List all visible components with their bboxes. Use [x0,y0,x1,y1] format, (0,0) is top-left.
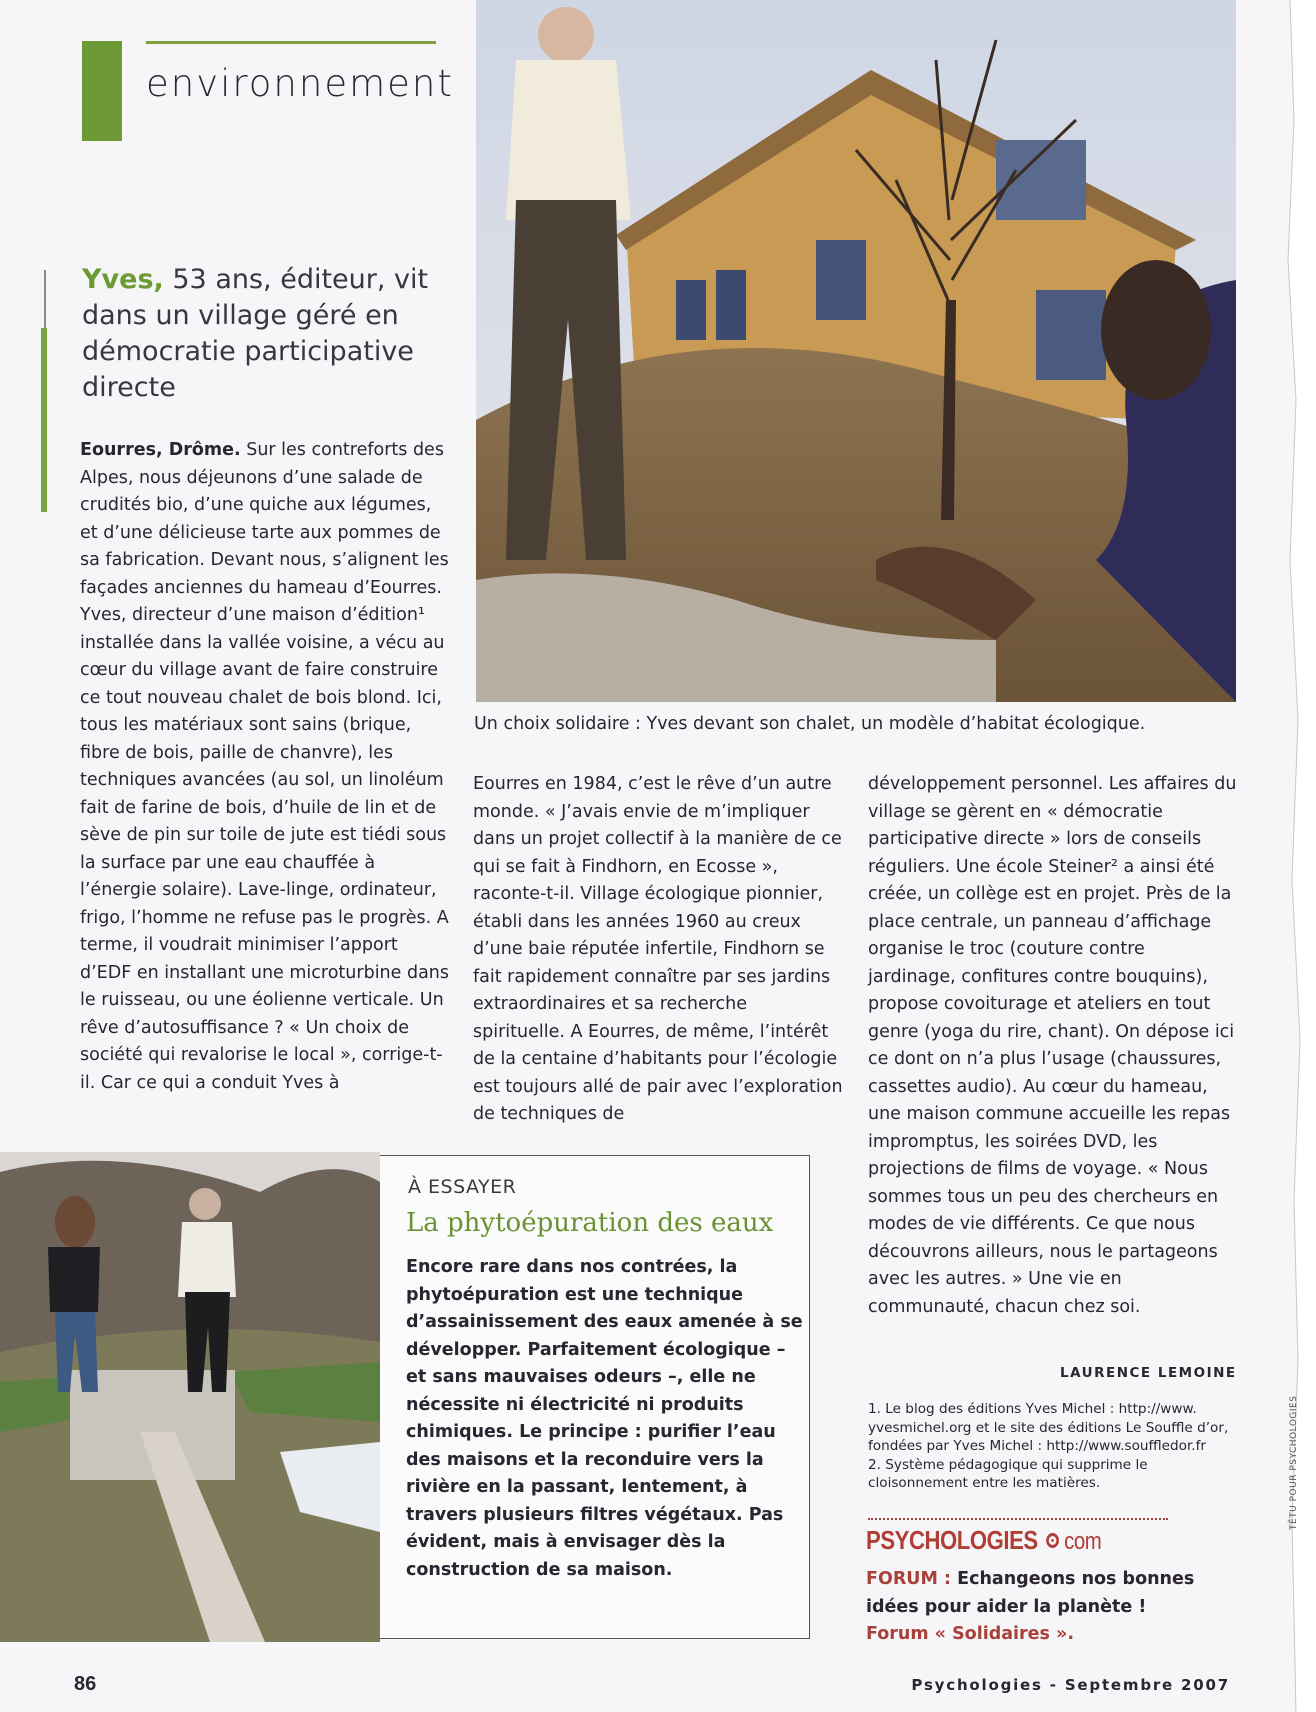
article-col2-text: Eourres en 1984, c’est le rêve d’un autre monde. « J’avais envie de m’impliquer dans un projet collectif à la manière de ce qui se fait à Findhorn, en Ecosse », raconte-t-il. Village écologique pionnier, établi dans les années 1960 au creux d’une baie réputée infertile, Findhorn se fait rapidement connaître par ses jardins extraordinaires et sa recherche spirituelle. A Eourres, de même, l’intérêt de la centaine d’habitants pour l’écologie est toujours allé de pair avec l’exploration de techniques de [473,774,843,1124]
section-rule [146,41,436,44]
chalet-photo-illustration [476,0,1236,702]
article-col3-text: développement personnel. Les affaires du village se gèrent en « démocratie participative directe » lors de conseils réguliers. Une école Steiner² a ainsi été créée, un collège est en projet. Près de la place centrale, un panneau d’affichage organise le troc (couture contre jardinage, confitures contre bouquins), propose covoiturage et ateliers en tout genre (yoga du rire, chant). On dépose ici ce dont on n’a plus l’usage (chaussures, cassettes audio). Au cœur du hameau, une maison commune accueille les repas impromptus, les soirées DVD, les projections de films de voyage. « Nous sommes tous un peu des chercheurs en modes de vie différents. Ce que nous découvrons ailleurs, nous le partageons avec les autres. » Une vie en communauté, chacun chez soi. [868,774,1237,1317]
footnote-1: 1. Le blog des éditions Yves Michel : http://www. yvesmichel.org et le site des éditions Le Souffle d’or, fondées par Yves Michel : http://www.souffledor.fr [868,1401,1229,1454]
footnotes [868,1400,1238,1493]
subtitle-name: Yves, [82,264,164,295]
tip-box-kicker: À ESSAYER [408,1176,517,1198]
page-number: 86 [74,1673,97,1695]
photo-credit: TÊTU POUR PSYCHOLOGIES [1289,1395,1299,1530]
forum-promo [866,1566,1246,1649]
photo-caption: Un choix solidaire : Yves devant son chalet, un modèle d’habitat écologique. [474,714,1146,734]
article-column-1 [80,437,450,1097]
psychologies-com-logo [866,1525,1101,1556]
tip-box-body: Encore rare dans nos contrées, la phytoépuration est une technique d’assainissement des eaux amenée à se développer. Parfaitement écologique – et sans mauvaises odeurs –, elle ne nécessite ni électricité ni produits chimiques. Le principe : purifier l’eau des maisons et la reconduire vers la rivière en la passant, lentement, à travers plusieurs filtres végétaux. Pas évident, mais à envisager dès la construction de sa maison. [406,1257,803,1580]
tip-box-title: La phytoépuration des eaux [406,1208,774,1238]
forum-text: Echangeons nos bonnes idées pour aider la planète ! [866,1569,1195,1617]
publication-line: Psychologies - Septembre 2007 [911,1676,1230,1694]
article-column-2 [473,771,843,1129]
forum-label: FORUM : [866,1569,952,1589]
subtitle-rule-green [41,328,47,512]
phytoepuration-photo [0,1152,380,1642]
article-col1-text: Sur les contreforts des Alpes, nous déjeunons d’une salade de crudités bio, d’une quiche aux légumes, et d’une délicieuse tarte aux pommes de sa fabrication. Devant nous, s’alignent les façades anciennes du hameau d’Eourres. Yves, directeur d’une maison d’édition¹ installée dans la vallée voisine, a vécu au cœur du village avant de faire construire ce tout nouveau chalet de bois blond. Ici, tous les matériaux sont sains (brique, fibre de bois, paille de chanvre), les techniques avancées (au sol, un linoléum fait de farine de bois, d’huile de lin et de sève de pin sur toile de jute est tiédi sous la surface par une eau chauffée à l’énergie solaire). Lave-linge, ordinateur, frigo, l’homme ne refuse pas le progrès. A terme, il voudrait minimiser l’apport d’EDF en installant une microturbine dans le ruisseau, ou une éolienne verticale. Un rêve d’autosuffisance ? « Un choix de société qui revalorise le local », corrige-t-il. Car ce qui a conduit Yves à [80,440,450,1093]
article-column-3 [868,771,1238,1321]
article-subtitle [82,262,442,406]
promo-dotted-rule [868,1518,1168,1522]
subtitle-text: 53 ans, éditeur, vit dans un village géré en démocratie participative directe [82,264,429,403]
section-title: environnement [146,62,454,105]
logo-main: PSYCHOLOGIES [866,1525,1038,1555]
main-photo [476,0,1236,702]
subtitle-rule-gray [44,270,46,328]
byline: LAURENCE LEMOINE [1060,1365,1237,1381]
logo-dot-icon [1046,1533,1059,1548]
logo-suffix: com [1064,1528,1102,1555]
basin-photo-illustration [0,1152,380,1642]
section-color-block [82,41,122,141]
footnote-2: 2. Système pédagogique qui supprime le cloisonnement entre les matières. [868,1456,1148,1491]
article-lead: Eourres, Drôme. [80,440,241,460]
forum-link[interactable]: Forum « Solidaires ». [866,1624,1075,1644]
